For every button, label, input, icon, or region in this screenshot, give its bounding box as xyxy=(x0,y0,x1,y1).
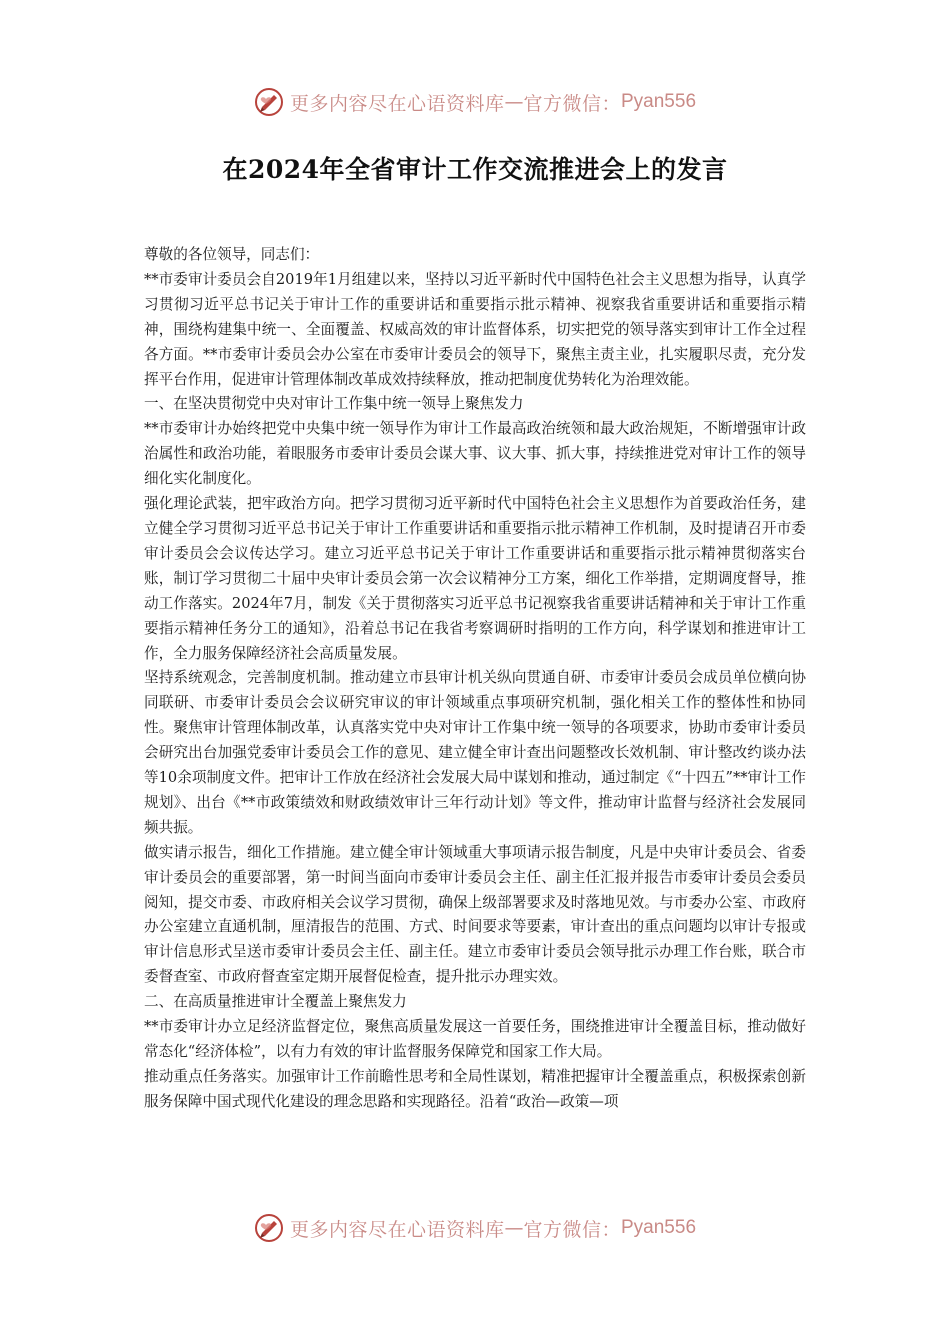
body-paragraph: **市委审计办立足经济监督定位，聚焦高质量发展这一首要任务，围绕推进审计全覆盖目标，推动做好常态化“经济体检”，以有力有效的审计监督服务保障党和国家工作大局。 xyxy=(144,1018,806,1060)
body-paragraph: **市委审计委员会自2019年1月组建以来，坚持以习近平新时代中国特色社会主义思想为指导，认真学习贯彻习近平总书记关于审计工作的重要讲话和重要指示批示精神、视察我省重要讲话和重要指示精神，围绕构建集中统一、全面覆盖、权威高效的审计监督体系，切实把党的领导落实到审计工作全过程各方面。**市委审计委员会办公室在市委审计委员会的领导下，聚焦主责主业，扎实履职尽责，充分发挥平台作用，促进审计管理体制改革成效持续释放，推动把制度优势转化为治理效能。 xyxy=(144,270,806,388)
banner-text: 更多内容尽在心语资料库 xyxy=(289,1218,505,1241)
body-paragraph: 推动重点任务落实。加强审计工作前瞻性思考和全局性谋划，精准把握审计全覆盖重点，积极探索创新服务保障中国式现代化建设的理念思路和实现路径。沿着“政治—政策—项 xyxy=(144,1067,806,1110)
document-title: 在2024年全省审计工作交流推进会上的发言 xyxy=(222,155,728,184)
header-banner xyxy=(0,82,950,122)
body-paragraph: **市委审计办始终把党中央集中统一领导作为审计工作最高政治统领和最大政治规矩，不断增强审计政治属性和政治功能，着眼服务市委审计委员会谋大事、议大事、抓大事，持续推进党对审计工作的领导细化实化制度化。 xyxy=(144,420,806,488)
document-body xyxy=(144,243,806,1115)
body-paragraph: 强化理论武装，把牢政治方向。把学习贯彻习近平新时代中国特色社会主义思想作为首要政治任务，建立健全学习贯彻习近平总书记关于审计工作重要讲话和重要指示批示精神工作机制，及时提请召开市委审计委员会会议传达学习。建立习近平总书记关于审计工作重要讲话和重要指示批示精神贯彻落实台账，制订学习贯彻二十届中央审计委员会第一次会议精神分工方案，细化工作举措，定期调度督导，推动工作落实。2024年7月，制发《关于贯彻落实习近平总书记视察我省重要讲话精神和关于审计工作重要指示精神任务分工的通知》，沿着总书记在我省考察调研时指明的工作方向，科学谋划和推进审计工作，全力服务保障经济社会高质量发展。 xyxy=(144,495,806,662)
banner-wechat-id: Pyan556 xyxy=(621,91,697,112)
pen-heart-logo-icon xyxy=(254,87,284,117)
body-paragraph: 坚持系统观念，完善制度机制。推动建立市县审计机关纵向贯通自研、市委审计委员会成员单位横向协同联研、市委审计委员会会议研究审议的审计领域重点事项研究机制，强化相关工作的整体性和协同性。聚焦审计管理体制改革，认真落实党中央对审计工作集中统一领导的各项要求，协助市委审计委员会研究出台加强党委审计委员会工作的意见、建立健全审计查出问题整改长效机制、审计整改约谈办法等10余项制度文件。把审计工作放在经济社会发展大局中谋划和推动，通过制定《“十四五”**审计工作规划》、出台《**市政策绩效和财政绩效审计三年行动计划》等文件，推动审计监督与经济社会发展同频共振。 xyxy=(144,669,806,836)
footer-banner xyxy=(0,1208,950,1248)
section-heading: 一、在坚决贯彻党中央对审计工作集中统一领导上聚焦发力 xyxy=(144,395,524,413)
banner-wechat-label: 官方微信： xyxy=(523,92,621,115)
body-paragraph: 做实请示报告，细化工作措施。建立健全审计领域重大事项请示报告制度，凡是中央审计委员会、省委审计委员会的重要部署，第一时间当面向市委审计委员会主任、副主任汇报并报告市委审计委员会委员阅知，提交市委、市政府相关会议学习贯彻，确保上级部署要求及时落地见效。与市委办公室、市政府办公室建立直通机制，厘清报告的范围、方式、时间要求等要素，审计查出的重点问题均以审计专报或审计信息形式呈送市委审计委员会主任、副主任。建立市委审计委员会领导批示办理工作台账，联合市委督查室、市政府督查室定期开展督促检查，提升批示办理实效。 xyxy=(144,843,806,986)
pen-heart-logo-icon xyxy=(254,1213,284,1243)
banner-text: 更多内容尽在心语资料库 xyxy=(289,92,505,115)
banner-wechat-id: Pyan556 xyxy=(621,1217,697,1238)
banner-separator: — xyxy=(504,91,524,113)
salutation: 尊敬的各位领导，同志们： xyxy=(144,246,320,263)
section-heading: 二、在高质量推进审计全覆盖上聚焦发力 xyxy=(144,993,407,1011)
banner-wechat-label: 官方微信： xyxy=(523,1218,621,1241)
banner-separator: — xyxy=(504,1217,524,1239)
